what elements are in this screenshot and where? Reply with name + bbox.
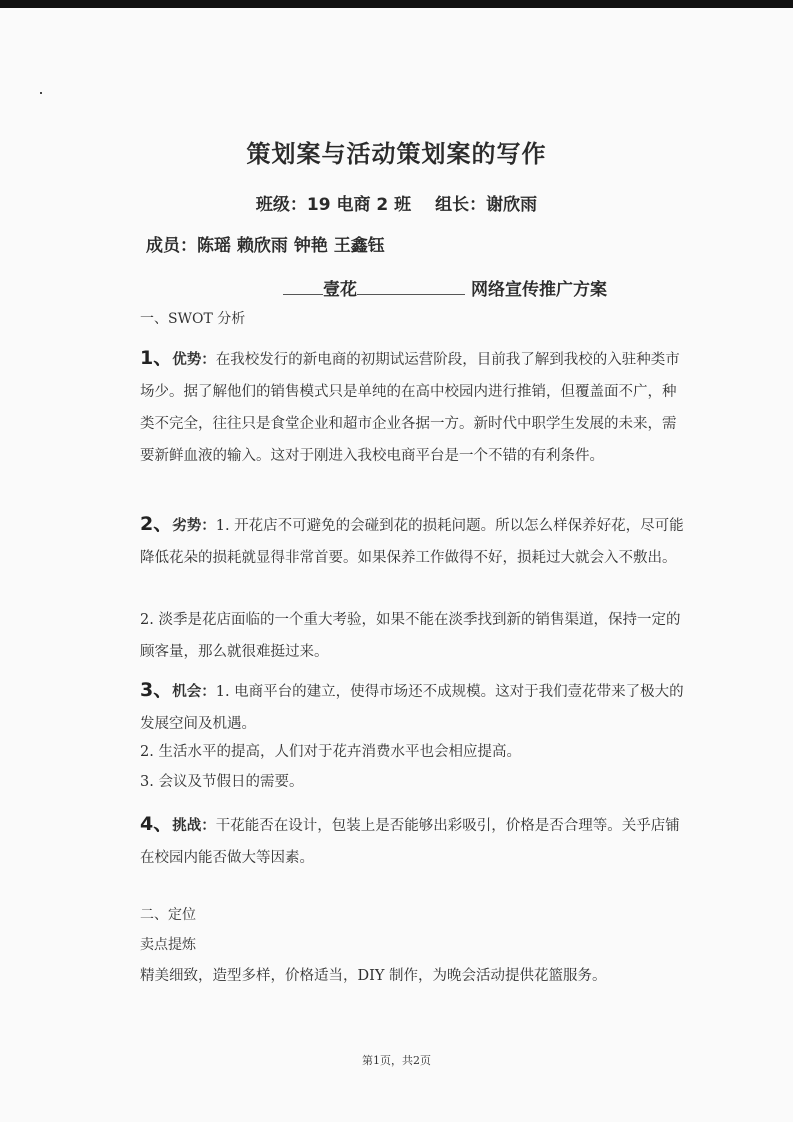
- paragraph-strength: [140, 342, 685, 472]
- paragraph-opportunity-2: 2. 生活水平的提高，人们对于花卉消费水平也会相应提高。: [140, 744, 521, 760]
- plan-suffix: 网络宣传推广方案: [471, 280, 607, 300]
- subheading-selling-points: 卖点提炼: [140, 937, 196, 953]
- document-title: 策划案与活动策划案的写作: [246, 140, 547, 168]
- item-label: 机会：: [172, 683, 216, 700]
- section-heading-swot: 一、SWOT 分析: [140, 311, 246, 327]
- group-leader: 组长：谢欣雨: [435, 195, 538, 215]
- plan-name: 壹花: [323, 280, 357, 300]
- item-text: 在我校发行的新电商的初期试运营阶段，目前我了解到我校的入驻种类市场少。据了解他们的销售模式只是单纯的在高中校园内进行推销，但覆盖面不广，种类不完全，往往只是食堂企业和超市企业各据一方。新时代中职学生发展的未来，需要新鲜血液的输入。这对于刚进入我校电商平台是一个不错的有利条件。: [140, 352, 680, 464]
- item-number: 3、: [140, 679, 173, 701]
- scan-speck: [40, 92, 42, 94]
- page-footer: 第1页，共2页: [362, 1054, 431, 1067]
- section-heading-positioning: 二、定位: [140, 907, 196, 923]
- class-info-line: [0, 190, 793, 215]
- item-number: 2、: [140, 513, 173, 535]
- item-label: 优势：: [172, 351, 216, 368]
- paragraph-selling-points: 精美细致，造型多样，价格适当，DIY 制作，为晚会活动提供花篮服务。: [140, 968, 607, 984]
- item-text: 1. 电商平台的建立，使得市场还不成规模。这对于我们壹花带来了极大的发展空间及机遇。: [140, 684, 684, 732]
- item-text: 1. 开花店不可避免的会碰到花的损耗问题。所以怎么样保养好花，尽可能降低花朵的损耗就显得非常首要。如果保养工作做得不好，损耗过大就会入不敷出。: [140, 518, 684, 566]
- item-number: 1、: [140, 347, 173, 369]
- members-line: 成员：陈瑶 赖欣雨 钟艳 王鑫钰: [146, 236, 385, 256]
- paragraph-weakness: [140, 508, 685, 574]
- item-text: 干花能否在设计，包装上是否能够出彩吸引，价格是否合理等。关乎店铺在校园内能否做大等因素。: [140, 818, 680, 866]
- paragraph-weakness-2: 2. 淡季是花店面临的一个重大考验，如果不能在淡季找到新的销售渠道，保持一定的顾客量，那么就很难挺过来。: [140, 612, 681, 660]
- item-label: 挑战：: [172, 817, 216, 834]
- plan-title: [283, 275, 607, 300]
- item-number: 4、: [140, 813, 173, 835]
- scan-top-edge: [0, 0, 793, 8]
- class-info: 班级：19 电商 2 班: [255, 195, 412, 215]
- paragraph-opportunity-3: 3. 会议及节假日的需要。: [140, 774, 304, 790]
- paragraph-opportunity: [140, 674, 685, 740]
- paragraph-threat: [140, 808, 685, 874]
- item-label: 劣势：: [172, 517, 216, 534]
